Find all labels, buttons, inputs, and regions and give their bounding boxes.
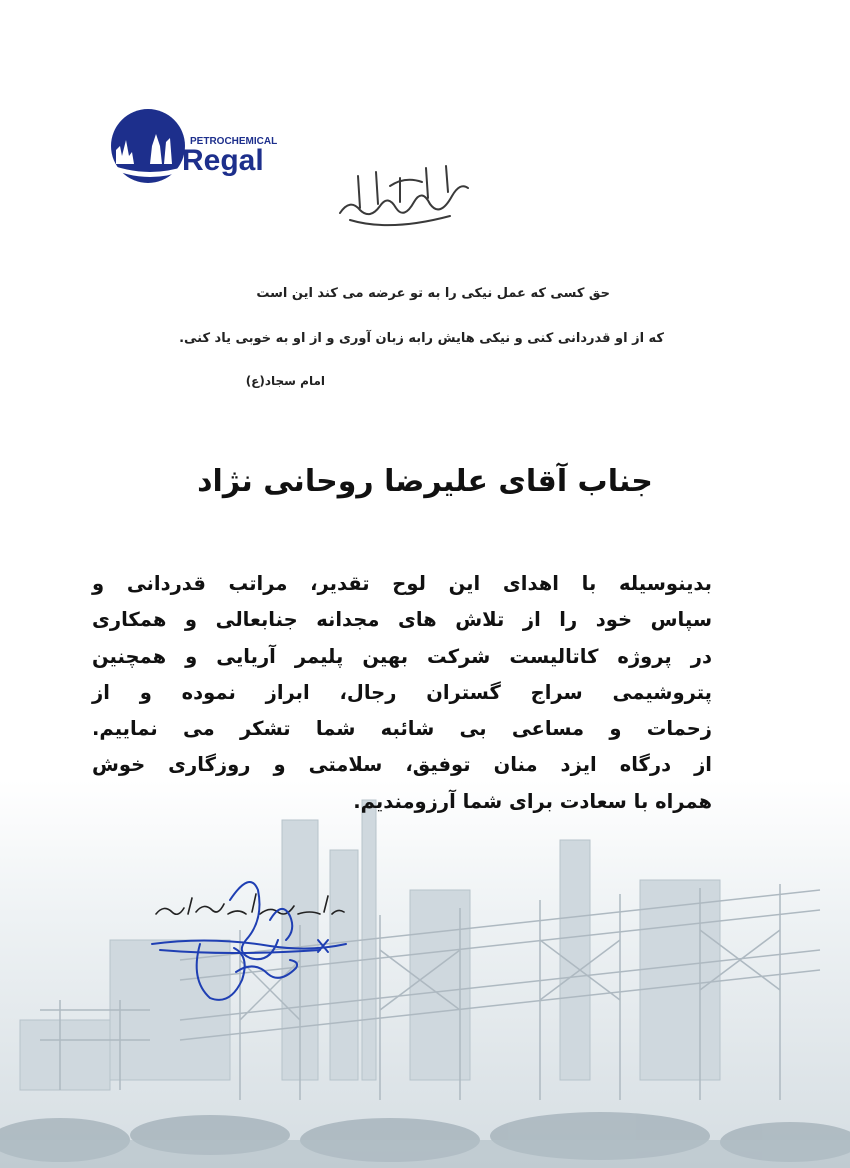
body-line: در پروژه کاتالیست شرکت بهین پلیمر آریایی و همچنین: [92, 644, 712, 668]
body-text: [92, 566, 712, 820]
recipient-title: جناب آقای علیرضا روحانی نژاد: [197, 464, 653, 499]
quote-attribution: امام سجاد(ع): [245, 374, 325, 388]
quote-line-2: که از او قدردانی کنی و نیکی هایش رابه زبان آوری و از او به خوبی یاد کنی.: [179, 331, 664, 346]
logo-company-name: Regal: [182, 144, 264, 177]
body-line: سپاس خود را از تلاش های مجدانه جنابعالی و همکاری: [92, 608, 712, 632]
regal-logo: [110, 106, 300, 186]
body-line: همراه با سعادت برای شما آرزومندیم.: [353, 789, 712, 813]
body-line: پتروشیمی سراج گستران رجال، ابراز نموده و از: [92, 680, 712, 704]
body-line: بدینوسیله با اهدای این لوح تقدیر، مراتب قدردانی و: [92, 572, 712, 595]
body-line: از درگاه ایزد منان توفیق، سلامتی و روزگاری خوش: [92, 753, 712, 777]
logo-tagline: PETROCHEMICAL: [190, 136, 278, 147]
regal-logo-emblem: [110, 106, 190, 186]
bismillah-calligraphy: [330, 158, 480, 238]
body-line: زحمات و مساعی بی شائبه شما تشکر می نماییم.: [92, 717, 712, 741]
signature-image: [150, 860, 350, 1010]
plant-background-image: [0, 780, 850, 1168]
quote-line-1: حق کسی که عمل نیکی را به تو عرضه می کند این است: [256, 286, 610, 301]
